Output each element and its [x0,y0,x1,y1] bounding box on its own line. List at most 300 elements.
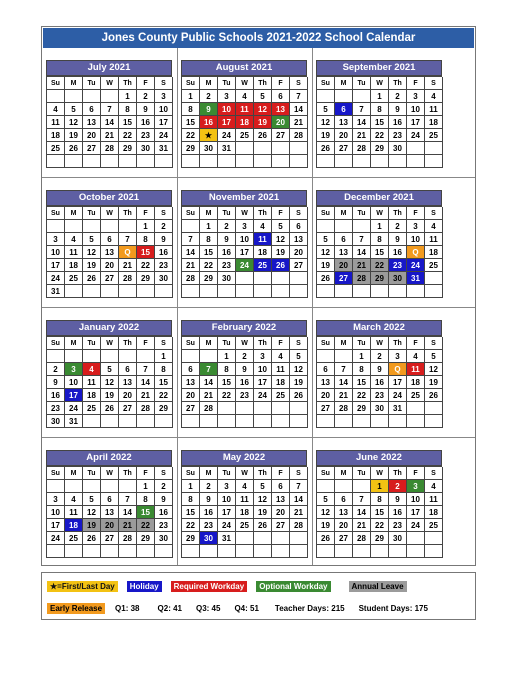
empty-day-cell [47,480,65,493]
day-cell: 11 [47,116,65,129]
day-cell: 14 [335,376,353,389]
day-cell: 2 [389,90,407,103]
weekday-header: Su [182,467,200,480]
day-cell: 21 [335,389,353,402]
day-cell: 13 [290,233,308,246]
day-cell: 26 [290,389,308,402]
empty-day-cell [335,545,353,558]
empty-day-cell [218,285,236,298]
day-cell: 10 [236,233,254,246]
empty-day-cell [182,285,200,298]
day-cell: 11 [425,103,443,116]
day-cell: 19 [317,129,335,142]
day-cell: 21 [119,259,137,272]
day-cell: 11 [254,233,272,246]
day-cell: ★ [200,129,218,142]
weekday-header: Th [119,337,137,350]
day-cell: 5 [290,350,308,363]
day-cell: 25 [407,389,425,402]
day-cell: 26 [317,532,335,545]
day-cell: 31 [407,272,425,285]
month-grid [316,76,442,168]
empty-day-cell [254,285,272,298]
empty-day-cell [218,545,236,558]
empty-day-cell [425,402,443,415]
day-cell: 27 [101,532,119,545]
q2-days: Q2: 41 [157,603,182,613]
day-cell: 21 [137,389,155,402]
day-cell: 21 [290,506,308,519]
day-cell: 4 [254,220,272,233]
legend-early-release: Early Release [47,603,105,614]
day-cell: 7 [137,363,155,376]
day-cell: 2 [389,220,407,233]
day-cell: 8 [200,233,218,246]
empty-day-cell [425,285,443,298]
month-grid [46,76,172,168]
day-cell: 15 [182,116,200,129]
day-cell: 26 [65,142,83,155]
day-cell: 7 [182,233,200,246]
day-cell: 2 [155,480,173,493]
day-cell: 4 [236,90,254,103]
day-cell: 18 [47,129,65,142]
weekday-header: Tu [218,77,236,90]
day-cell: 15 [371,116,389,129]
day-cell: 14 [101,116,119,129]
day-cell: 27 [317,402,335,415]
day-cell: 28 [137,402,155,415]
empty-day-cell [65,350,83,363]
teacher-days: Teacher Days: 215 [274,603,345,613]
day-cell: 19 [83,259,101,272]
day-cell: 7 [101,103,119,116]
day-cell: 16 [236,376,254,389]
month-calendar [181,190,307,298]
legend-first-last-day: ★=First/Last Day [47,581,118,592]
day-cell: 2 [200,90,218,103]
weekday-header: Su [47,337,65,350]
day-cell: 3 [218,90,236,103]
day-cell: 19 [65,129,83,142]
empty-day-cell [119,220,137,233]
month-grid [46,466,172,558]
empty-day-cell [155,545,173,558]
day-cell: 10 [47,246,65,259]
day-cell: 3 [407,90,425,103]
day-cell: 17 [47,519,65,532]
day-cell: 5 [272,220,290,233]
empty-day-cell [101,480,119,493]
empty-day-cell [236,402,254,415]
weekday-header: M [65,77,83,90]
day-cell: 15 [353,376,371,389]
day-cell: 6 [101,233,119,246]
day-cell: 25 [236,129,254,142]
day-cell: 7 [353,103,371,116]
weekday-header: M [200,77,218,90]
day-cell: 8 [119,103,137,116]
day-cell: 3 [155,90,173,103]
day-cell: 4 [65,493,83,506]
day-cell: 9 [155,233,173,246]
weekday-header: S [290,77,308,90]
day-cell: 12 [317,246,335,259]
day-cell: 14 [137,376,155,389]
day-cell: 7 [290,480,308,493]
weekday-header: Th [389,77,407,90]
weekday-header: Tu [218,337,236,350]
day-cell: 29 [155,402,173,415]
empty-day-cell [101,155,119,168]
day-cell: 3 [65,363,83,376]
weekday-header: Tu [353,467,371,480]
day-cell: 23 [389,129,407,142]
day-cell: 8 [218,363,236,376]
empty-day-cell [425,142,443,155]
weekday-header: Th [254,467,272,480]
empty-day-cell [137,350,155,363]
day-cell: 28 [182,272,200,285]
empty-day-cell [272,402,290,415]
empty-day-cell [317,90,335,103]
day-cell: 21 [200,389,218,402]
day-cell: 5 [317,493,335,506]
empty-day-cell [101,285,119,298]
empty-day-cell [353,90,371,103]
day-cell: 30 [389,272,407,285]
day-cell: 6 [83,103,101,116]
weekday-header: M [335,207,353,220]
day-cell: 10 [65,376,83,389]
day-cell: 28 [119,272,137,285]
weekday-header: W [236,207,254,220]
q3-days: Q3: 45 [195,603,221,613]
weekday-header: S [425,77,443,90]
day-cell: 18 [425,246,443,259]
day-cell: 27 [119,402,137,415]
weekday-header: Th [254,337,272,350]
day-cell: 14 [353,246,371,259]
day-cell: 30 [155,272,173,285]
day-cell: 7 [290,90,308,103]
empty-day-cell [65,155,83,168]
weekday-header: F [407,207,425,220]
weekday-header: Su [317,77,335,90]
weekday-header: M [335,337,353,350]
day-cell: 7 [200,363,218,376]
month-name: December 2021 [316,190,442,206]
empty-day-cell [47,350,65,363]
empty-day-cell [290,545,308,558]
empty-day-cell [425,415,443,428]
day-cell: 21 [182,259,200,272]
day-cell: 20 [335,519,353,532]
day-cell: 26 [254,129,272,142]
day-cell: 16 [155,246,173,259]
empty-day-cell [407,285,425,298]
empty-day-cell [317,350,335,363]
empty-day-cell [65,545,83,558]
empty-day-cell [119,155,137,168]
day-cell: 27 [335,272,353,285]
day-cell: 30 [155,532,173,545]
empty-day-cell [101,220,119,233]
day-cell: 6 [335,103,353,116]
day-cell: 20 [101,259,119,272]
empty-day-cell [290,142,308,155]
day-cell: 27 [272,129,290,142]
empty-day-cell [236,545,254,558]
empty-day-cell [119,480,137,493]
day-cell: 10 [218,103,236,116]
day-cell: 2 [137,90,155,103]
day-cell: 29 [371,532,389,545]
calendar-sheet [41,26,476,566]
day-cell: 25 [65,532,83,545]
day-cell: 10 [47,506,65,519]
empty-day-cell [182,155,200,168]
empty-day-cell [317,545,335,558]
empty-day-cell [335,415,353,428]
day-cell: 20 [83,129,101,142]
empty-day-cell [119,285,137,298]
day-cell: 2 [47,363,65,376]
day-cell: 14 [353,116,371,129]
day-cell: 26 [101,402,119,415]
day-cell: 19 [272,246,290,259]
weekday-header: F [137,77,155,90]
day-cell: 10 [407,233,425,246]
student-days: Student Days: 175 [358,603,428,613]
weekday-header: S [155,467,173,480]
weekday-header: F [407,77,425,90]
day-cell: 1 [371,480,389,493]
day-cell: 13 [317,376,335,389]
day-cell: 30 [389,532,407,545]
empty-day-cell [155,285,173,298]
day-cell: 12 [317,506,335,519]
weekday-header: Su [317,337,335,350]
day-cell: 22 [371,129,389,142]
day-cell: 6 [272,90,290,103]
weekday-header: S [155,77,173,90]
day-cell: 25 [47,142,65,155]
month-calendar [46,60,172,168]
weekday-header: Th [254,77,272,90]
day-cell: 18 [425,506,443,519]
day-cell: 16 [155,506,173,519]
empty-day-cell [101,350,119,363]
day-cell: 22 [182,519,200,532]
day-cell: 13 [101,506,119,519]
empty-day-cell [272,415,290,428]
day-cell: 24 [47,532,65,545]
day-cell: 27 [272,519,290,532]
day-cell: 2 [389,480,407,493]
weekday-header: W [236,77,254,90]
empty-day-cell [236,155,254,168]
day-cell: 6 [317,363,335,376]
empty-day-cell [155,155,173,168]
day-cell: 22 [371,259,389,272]
day-cell: 5 [83,233,101,246]
day-cell: 4 [236,480,254,493]
weekday-header: S [290,337,308,350]
day-cell: 29 [119,142,137,155]
month-grid [46,336,172,428]
empty-day-cell [254,272,272,285]
day-cell: 19 [290,376,308,389]
day-cell: 26 [83,272,101,285]
day-cell: 29 [137,532,155,545]
day-cell: 16 [389,246,407,259]
day-cell: 28 [290,129,308,142]
day-cell: 30 [371,402,389,415]
day-cell: 31 [218,142,236,155]
day-cell: 12 [290,363,308,376]
day-cell: 14 [353,506,371,519]
day-cell: 27 [101,272,119,285]
weekday-header: W [101,77,119,90]
empty-day-cell [83,415,101,428]
weekday-header: S [155,207,173,220]
day-cell: 15 [137,246,155,259]
day-cell: 18 [254,246,272,259]
day-cell: 9 [155,493,173,506]
day-cell: 3 [254,350,272,363]
weekday-header: M [200,467,218,480]
day-cell: 26 [272,259,290,272]
empty-day-cell [353,415,371,428]
day-cell: 15 [218,376,236,389]
day-cell: 5 [83,493,101,506]
day-cell: 26 [83,532,101,545]
empty-day-cell [317,480,335,493]
empty-day-cell [254,142,272,155]
day-cell: 17 [254,376,272,389]
day-cell: 20 [182,389,200,402]
day-cell: 13 [335,506,353,519]
weekday-header: M [200,337,218,350]
empty-day-cell [182,545,200,558]
day-cell: 12 [254,493,272,506]
day-cell: 6 [182,363,200,376]
day-cell: 5 [317,233,335,246]
empty-day-cell [272,142,290,155]
empty-day-cell [389,155,407,168]
day-cell: 30 [389,142,407,155]
day-cell: 16 [200,116,218,129]
month-name: April 2022 [46,450,172,466]
month-grid [46,206,172,298]
empty-day-cell [407,402,425,415]
empty-day-cell [425,155,443,168]
weekday-header: Tu [83,467,101,480]
weekday-header: Tu [83,337,101,350]
day-cell: 19 [317,519,335,532]
empty-day-cell [65,90,83,103]
month-grid [181,336,307,428]
weekday-header: Su [47,77,65,90]
day-cell: 29 [353,402,371,415]
day-cell: 9 [389,103,407,116]
empty-day-cell [254,415,272,428]
day-cell: 19 [425,376,443,389]
month-grid [316,206,442,298]
month-calendar [181,60,307,168]
day-cell: 9 [389,493,407,506]
weekday-header: Tu [218,207,236,220]
day-cell: 20 [335,259,353,272]
day-cell: 3 [47,493,65,506]
weekday-header: Su [317,467,335,480]
day-cell: 29 [371,272,389,285]
day-cell: 2 [218,220,236,233]
empty-day-cell [389,415,407,428]
day-cell: 1 [182,480,200,493]
day-cell: 26 [425,389,443,402]
month-calendar [316,190,442,298]
empty-day-cell [200,285,218,298]
weekday-header: M [65,337,83,350]
day-cell: 5 [425,350,443,363]
day-cell: 18 [83,389,101,402]
weekday-header: S [290,467,308,480]
day-cell: 12 [83,506,101,519]
weekday-header: W [101,337,119,350]
day-cell: 6 [101,493,119,506]
day-cell: 16 [371,376,389,389]
empty-day-cell [335,285,353,298]
day-cell: 15 [137,506,155,519]
month-calendar [316,450,442,558]
weekday-header: F [137,337,155,350]
row-divider [42,437,475,438]
empty-day-cell [83,155,101,168]
day-cell: 7 [353,493,371,506]
day-cell: 20 [290,246,308,259]
day-cell: 6 [119,363,137,376]
empty-day-cell [182,350,200,363]
empty-day-cell [200,415,218,428]
day-cell: 5 [65,103,83,116]
row-divider [42,177,475,178]
day-cell: 14 [290,493,308,506]
month-name: January 2022 [46,320,172,336]
day-cell: 8 [371,103,389,116]
day-cell: 4 [65,233,83,246]
day-cell: 23 [155,259,173,272]
day-cell: 20 [317,389,335,402]
day-cell: 21 [119,519,137,532]
month-name: November 2021 [181,190,307,206]
weekday-header: W [236,337,254,350]
day-cell: 25 [425,129,443,142]
empty-day-cell [236,142,254,155]
day-cell: 19 [254,116,272,129]
day-cell: 18 [236,116,254,129]
day-cell: 12 [101,376,119,389]
empty-day-cell [83,480,101,493]
empty-day-cell [47,155,65,168]
day-cell: 7 [353,233,371,246]
weekday-header: Th [119,467,137,480]
month-name: February 2022 [181,320,307,336]
day-cell: 21 [353,259,371,272]
day-cell: 22 [155,389,173,402]
day-cell: 28 [290,519,308,532]
